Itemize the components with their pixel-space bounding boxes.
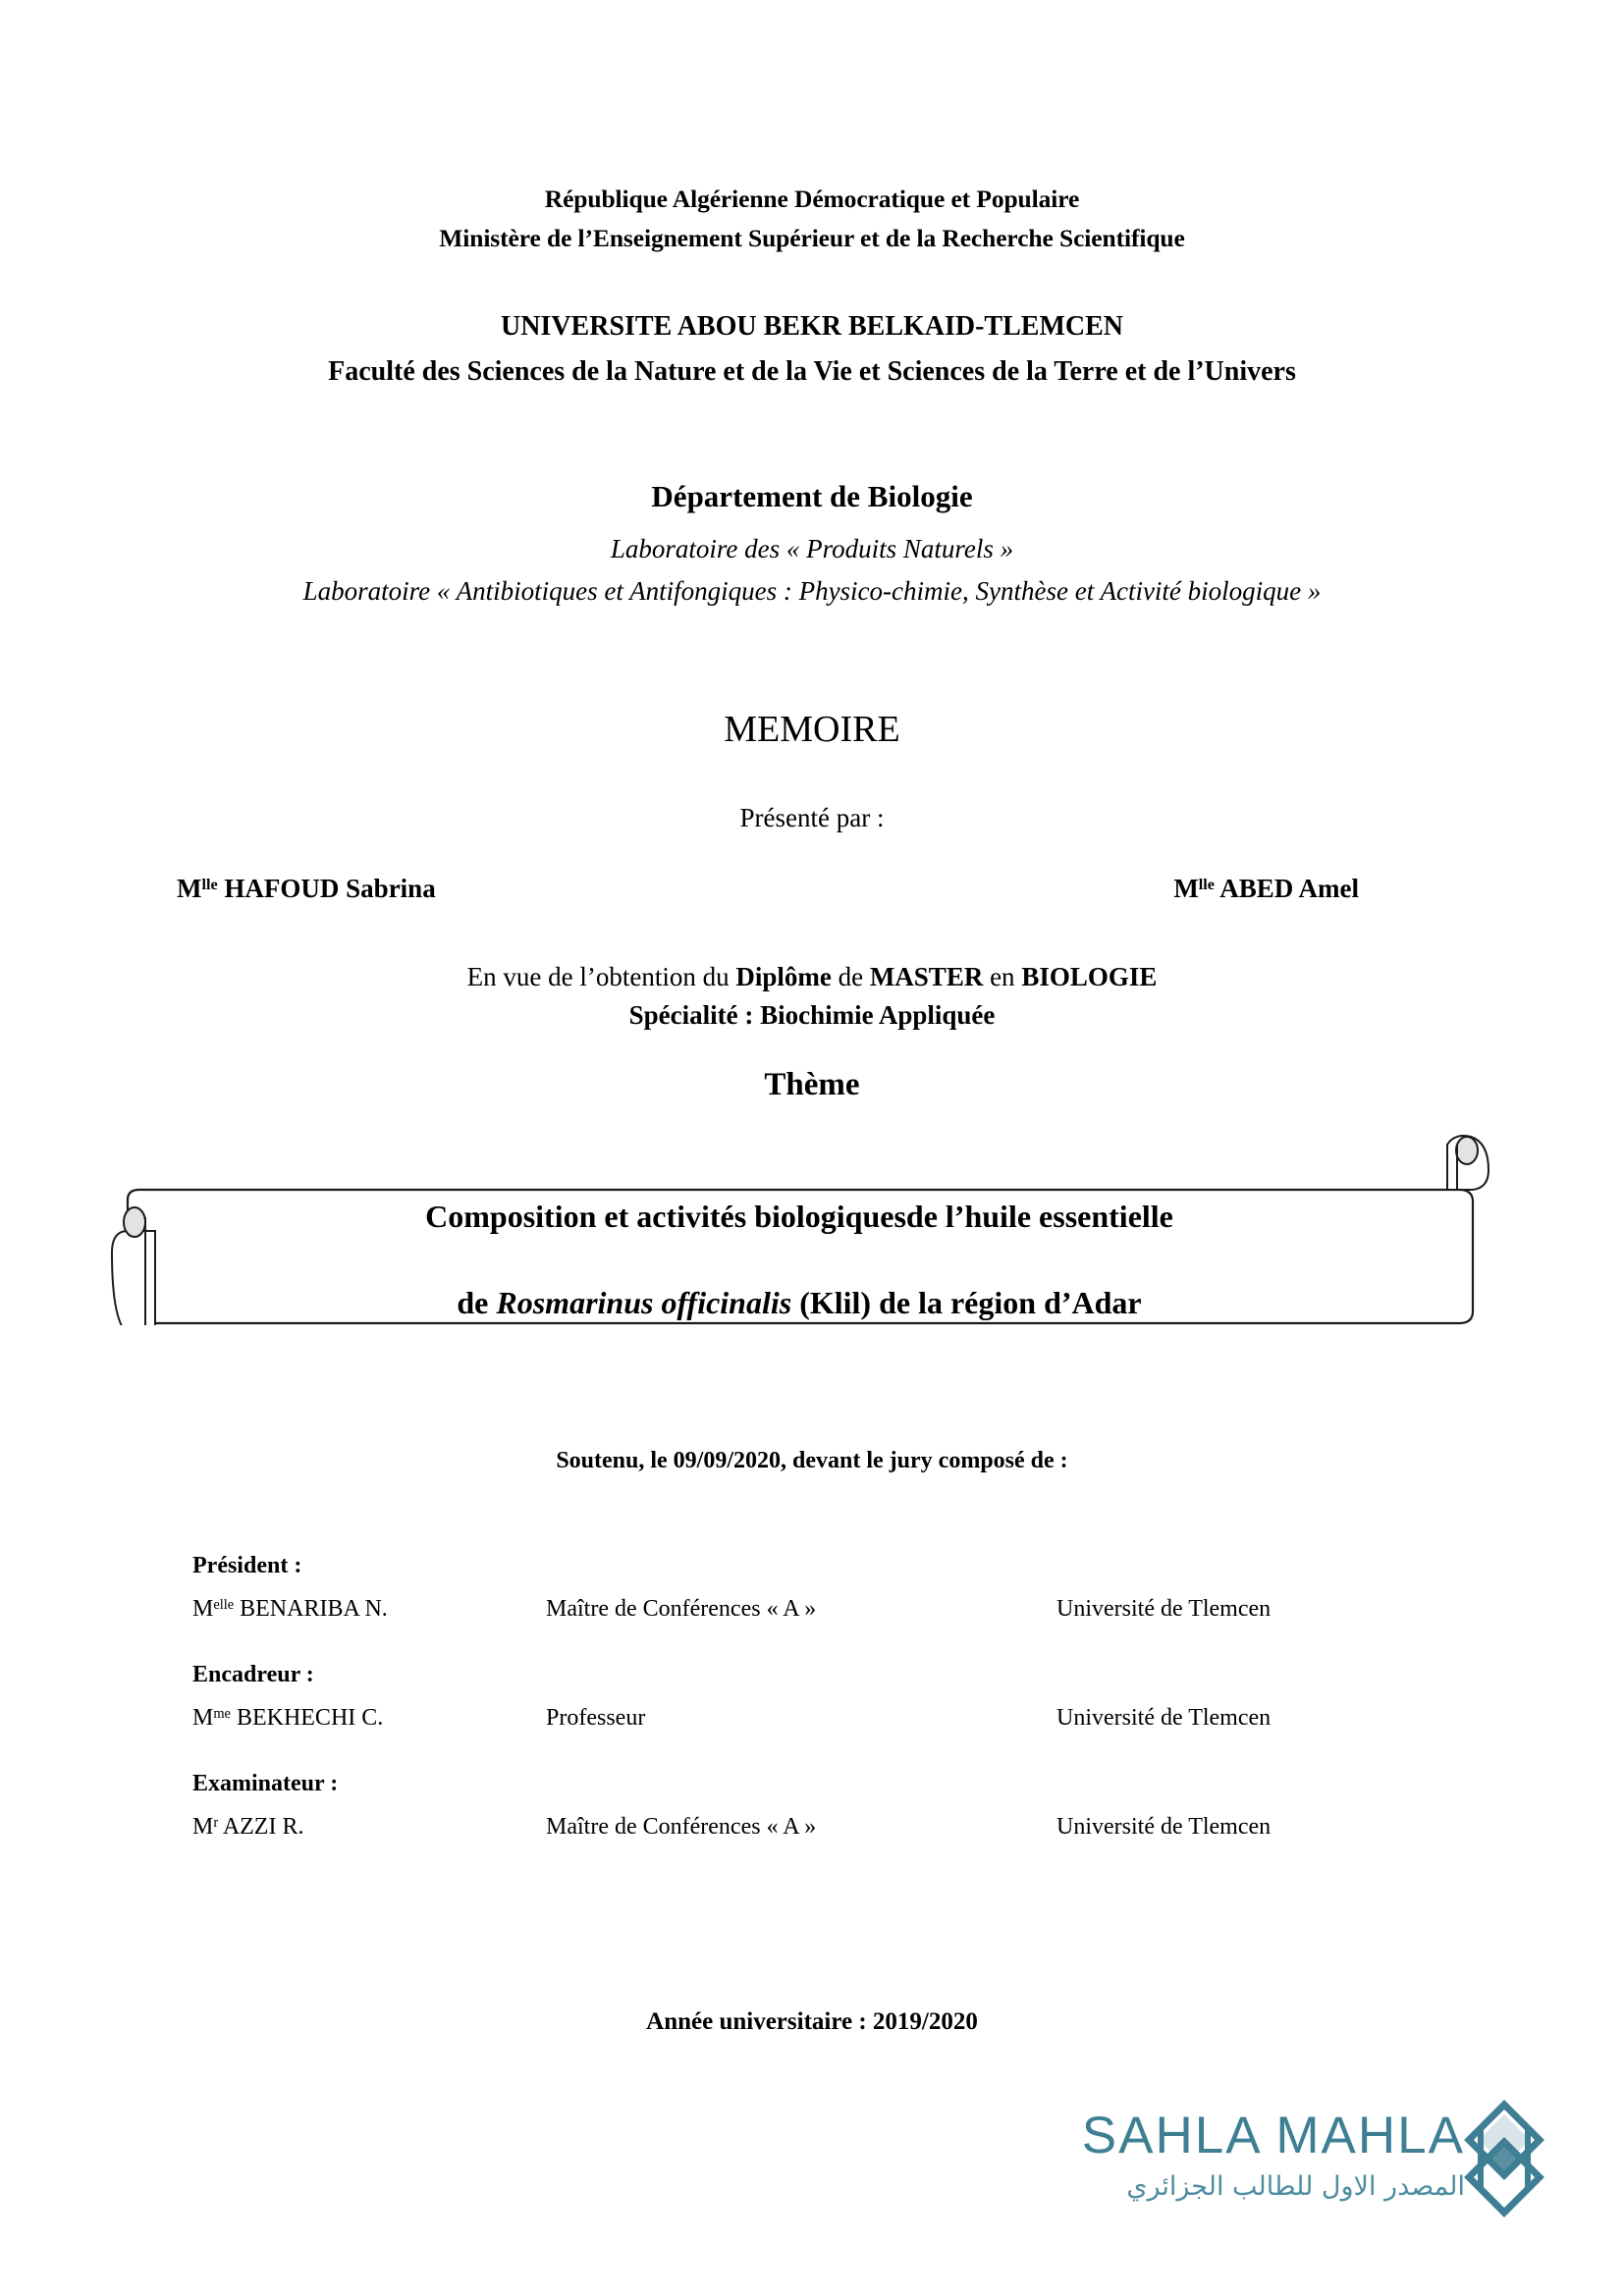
jury-member-grade: Maître de Conférences « A » bbox=[546, 1596, 817, 1622]
degree-text-1: En vue de l’obtention du bbox=[466, 962, 736, 991]
theme-banner bbox=[106, 1129, 1492, 1325]
department-name: Département de Biologie bbox=[651, 479, 973, 513]
jury-member-affiliation: Université de Tlemcen bbox=[1056, 1705, 1272, 1731]
author-left-suffix: lle bbox=[201, 875, 218, 893]
jury-name-prefix: M bbox=[192, 1705, 214, 1731]
author-left-name: HAFOUD Sabrina bbox=[217, 874, 436, 903]
jury-name-text: BENARIBA N. bbox=[234, 1596, 388, 1622]
laboratory-2: Laboratoire « Antibiotiques et Antifongiques : Physico-chimie, Synthèse et Activité biologique » bbox=[302, 576, 1322, 606]
theme-line2-pre: de bbox=[457, 1285, 497, 1320]
jury-list bbox=[192, 1549, 1467, 1876]
author-right-suffix: lle bbox=[1198, 875, 1215, 893]
authors-row bbox=[177, 869, 1477, 908]
jury-member-grade: Maître de Conférences « A » bbox=[546, 1814, 817, 1840]
jury-role-label: Examinateur : bbox=[192, 1771, 339, 1796]
degree-text-3: en bbox=[983, 962, 1022, 991]
theme-species-name: Rosmarinus officinalis bbox=[496, 1285, 792, 1320]
ministry-line: Ministère de l’Enseignement Supérieur et de la Recherche Scientifique bbox=[439, 224, 1185, 252]
logo-tagline-arabic: المصدر الاول للطالب الجزائري bbox=[1126, 2171, 1465, 2202]
jury-member-name bbox=[192, 1811, 546, 1842]
author-right bbox=[1173, 869, 1359, 908]
degree-line bbox=[0, 958, 1624, 996]
jury-member-name bbox=[192, 1593, 546, 1625]
university-block bbox=[187, 304, 1437, 395]
jury-row bbox=[192, 1593, 1467, 1625]
jury-group-examinateur bbox=[192, 1767, 1467, 1842]
author-right-prefix: M bbox=[1173, 874, 1199, 903]
jury-member-name bbox=[192, 1702, 546, 1734]
jury-member-grade: Professeur bbox=[546, 1705, 646, 1731]
national-header bbox=[0, 180, 1624, 258]
jury-role-label: Encadreur : bbox=[192, 1662, 314, 1687]
diamond-knot-icon bbox=[1445, 2097, 1563, 2224]
jury-name-suffix: r bbox=[213, 1814, 219, 1831]
author-left bbox=[177, 869, 436, 908]
jury-name-suffix: elle bbox=[213, 1596, 235, 1613]
defense-statement: Soutenu, le 09/09/2020, devant le jury composé de : bbox=[556, 1448, 1068, 1473]
university-name: UNIVERSITE ABOU BEKR BELKAID-TLEMCEN bbox=[500, 311, 1124, 342]
logo-brand-text: SAHLA MAHLA bbox=[1081, 2107, 1465, 2164]
academic-year: Année universitaire : 2019/2020 bbox=[646, 2008, 978, 2035]
sahla-mahla-logo bbox=[1043, 2095, 1563, 2242]
author-left-prefix: M bbox=[177, 874, 202, 903]
theme-line2-post: (Klil) de la région d’Adar bbox=[791, 1285, 1142, 1320]
jury-row bbox=[192, 1811, 1467, 1842]
jury-role-label: Président : bbox=[192, 1553, 302, 1578]
jury-group-encadreur bbox=[192, 1658, 1467, 1734]
theme-title bbox=[167, 1173, 1432, 1346]
jury-name-suffix: me bbox=[213, 1705, 231, 1722]
degree-speciality: Spécialité : Biochimie Appliquée bbox=[628, 1000, 996, 1030]
degree-text-2: de bbox=[831, 962, 870, 991]
jury-name-prefix: M bbox=[192, 1814, 214, 1840]
degree-master: MASTER bbox=[869, 962, 984, 991]
degree-biologie: BIOLOGIE bbox=[1021, 962, 1158, 991]
jury-name-text: BEKHECHI C. bbox=[230, 1705, 384, 1731]
jury-name-text: AZZI R. bbox=[218, 1814, 304, 1840]
theme-title-line-1: Composition et activités biologiquesde l’huile essentielle bbox=[425, 1199, 1173, 1234]
faculty-name: Faculté des Sciences de la Nature et de la Vie et Sciences de la Terre et de l’Univers bbox=[328, 356, 1296, 387]
republic-line: République Algérienne Démocratique et Populaire bbox=[544, 185, 1080, 213]
author-right-name: ABED Amel bbox=[1214, 874, 1359, 903]
degree-block bbox=[0, 958, 1624, 1035]
document-type: MEMOIRE bbox=[724, 709, 900, 750]
jury-group-president bbox=[192, 1549, 1467, 1625]
theme-label: Thème bbox=[764, 1067, 860, 1102]
jury-member-affiliation: Université de Tlemcen bbox=[1056, 1814, 1272, 1840]
jury-name-prefix: M bbox=[192, 1596, 214, 1622]
theme-title-line-2 bbox=[167, 1259, 1432, 1346]
laboratory-1: Laboratoire des « Produits Naturels » bbox=[610, 534, 1014, 563]
laboratories-block bbox=[177, 528, 1447, 613]
presented-by-label: Présenté par : bbox=[739, 803, 885, 832]
degree-diplome: Diplôme bbox=[735, 962, 832, 991]
jury-row bbox=[192, 1702, 1467, 1734]
jury-member-affiliation: Université de Tlemcen bbox=[1056, 1596, 1272, 1622]
